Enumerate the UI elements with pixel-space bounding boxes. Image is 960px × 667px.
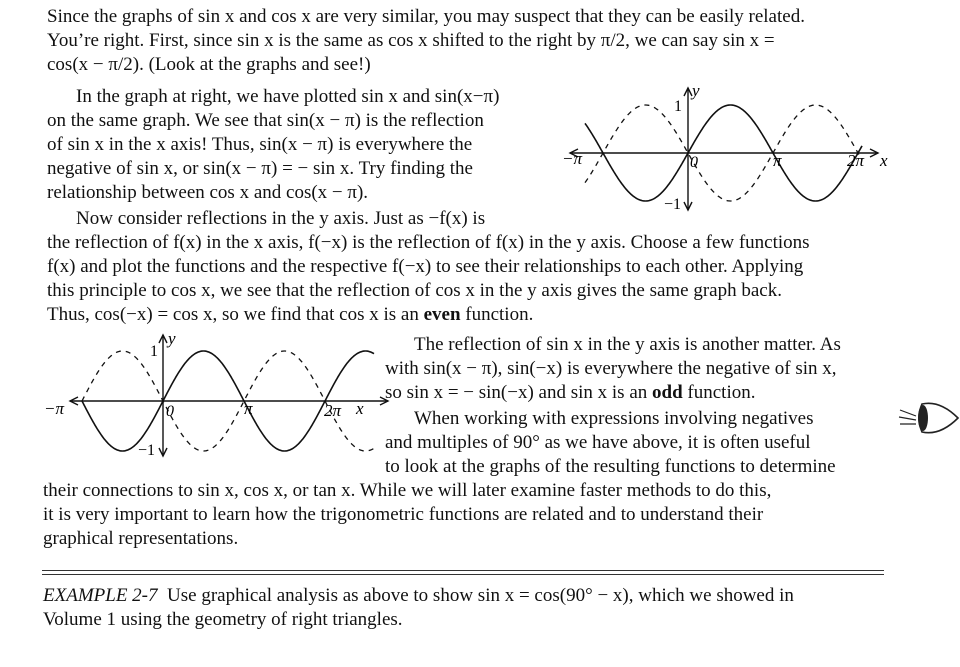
p1-line-3: cos(x − π/2). (Look at the graphs and see!): [47, 54, 371, 75]
p5-line-2: and multiples of 90° as we have above, it is often useful: [385, 432, 811, 453]
tick-label-zero: 0: [690, 154, 698, 171]
tick-label-zero: 0: [166, 403, 174, 420]
p5-line-4: their connections to sin x, cos x, or tan x. While we will later examine faster methods to do this,: [43, 480, 772, 501]
example-line-1: [43, 584, 794, 608]
tick-label-two-pi: 2π: [847, 151, 865, 170]
example-rule-bottom: [42, 574, 884, 575]
example-rule-top: [42, 570, 884, 571]
p2-line-3: of sin x in the x axis! Thus, sin(x − π) is everywhere the: [47, 134, 473, 155]
p5-line-5: it is very important to learn how the trigonometric functions are related and to understand their: [43, 504, 764, 525]
p3-line-4: this principle to cos x, we see that the reflection of cos x in the y axis gives the same graph back.: [47, 280, 782, 301]
p1-line-1: Since the graphs of sin x and cos x are very similar, you may suspect that they can be easily related.: [47, 6, 805, 27]
p5-line-3: to look at the graphs of the resulting functions to determine: [385, 456, 836, 477]
tick-label-neg-one: −1: [138, 442, 156, 459]
p2-line-2: on the same graph. We see that sin(x − π) is the reflection: [47, 110, 484, 131]
graph-sin-and-sin-neg: [42, 330, 382, 465]
p3-line-5: [47, 303, 533, 327]
p3-line-1: Now consider reflections in the y axis. Just as −f(x) is: [76, 208, 486, 229]
p3-line-2: the reflection of f(x) in the x axis, f(−x) is the reflection of f(x) in the y axis. Choose a few functions: [47, 232, 810, 253]
term-odd: odd: [652, 382, 683, 403]
p5-line-1: When working with expressions involving negatives: [414, 408, 814, 429]
p5-line-6: graphical representations.: [43, 528, 239, 549]
tick-label-one: 1: [674, 98, 682, 115]
p4-line-3-text: so sin x = − sin(−x) and sin x is an: [385, 382, 653, 403]
x-axis-label: x: [356, 399, 364, 418]
p3-line-5-end: function.: [460, 304, 534, 325]
p2-line-4: negative of sin x, or sin(x − π) = − sin x. Try finding the: [47, 158, 473, 179]
p4-line-3-end: function.: [682, 382, 756, 403]
y-axis-label: y: [168, 329, 176, 348]
tick-label-neg-pi: −π: [562, 149, 582, 168]
example-line-2: Volume 1 using the geometry of right triangles.: [43, 609, 403, 630]
p1-line-2: You’re right. First, since sin x is the same as cos x shifted to the right by π/2, we can say sin x =: [47, 30, 775, 51]
example-label: EXAMPLE 2-7: [43, 585, 158, 606]
graph-sin-and-sin-shifted: [560, 80, 900, 215]
p3-line-3: f(x) and plot the functions and the respective f(−x) to see their relationships to each other. Applying: [47, 256, 804, 277]
tick-label-one: 1: [150, 343, 158, 360]
p2-line-5: relationship between cos x and cos(x − π).: [47, 182, 369, 203]
term-even: even: [423, 304, 461, 325]
p3-line-5-text: Thus, cos(−x) = cos x, so we find that cos x is an: [47, 304, 424, 325]
tick-label-neg-one: −1: [664, 196, 682, 213]
tick-label-pi: π: [244, 399, 253, 418]
p4-line-3: [385, 381, 755, 405]
p4-line-1: The reflection of sin x in the y axis is another matter. As: [414, 334, 841, 355]
tick-label-two-pi: 2π: [324, 401, 342, 420]
tick-label-neg-pi: −π: [44, 399, 64, 418]
x-axis-label: x: [880, 151, 888, 170]
p4-line-2: with sin(x − π), sin(−x) is everywhere the negative of sin x,: [385, 358, 837, 379]
p2-line-1: In the graph at right, we have plotted sin x and sin(x−π): [76, 86, 500, 107]
eye-icon: [896, 396, 960, 444]
example-text: Use graphical analysis as above to show sin x = cos(90° − x), which we showed in: [167, 585, 794, 606]
y-axis-label: y: [692, 81, 700, 100]
tick-label-pi: π: [773, 151, 782, 170]
